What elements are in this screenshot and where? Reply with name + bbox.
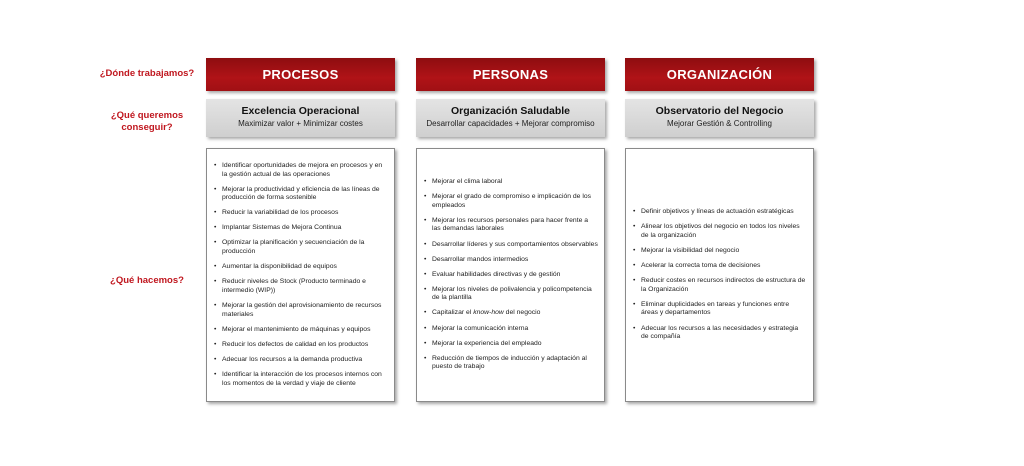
column-personas bbox=[416, 58, 605, 371]
goal-box bbox=[625, 99, 814, 137]
goal-subtitle: Desarrollar capacidades + Mejorar compromiso bbox=[426, 119, 595, 128]
column-header: PROCESOS bbox=[206, 58, 395, 91]
list-item: • Adecuar los recursos a las necesidades y estrategia de compañía bbox=[632, 325, 807, 342]
list-item: • Aumentar la disponibilidad de equipos bbox=[213, 263, 388, 272]
list-item: • Evaluar habilidades directivas y de gestión bbox=[423, 271, 598, 280]
row-label-goal: ¿Qué queremos conseguir? bbox=[110, 110, 184, 133]
row-label-what: ¿Qué hacemos? bbox=[110, 275, 184, 286]
column-header: ORGANIZACIÓN bbox=[625, 58, 814, 91]
list-item: • Adecuar los recursos a la demanda productiva bbox=[213, 356, 388, 365]
actions-list bbox=[207, 162, 394, 388]
list-item: • Identificar oportunidades de mejora en procesos y en la gestión actual de las operaciones bbox=[213, 162, 388, 179]
list-item: • Reducción de tiempos de inducción y adaptación al puesto de trabajo bbox=[423, 355, 598, 372]
list-item: • Mejorar la gestión del aprovisionamiento de recursos materiales bbox=[213, 302, 388, 319]
actions-list bbox=[417, 178, 604, 372]
list-item: • Desarrollar mandos intermedios bbox=[423, 256, 598, 265]
column-organizacion bbox=[625, 58, 814, 341]
list-item: • Mejorar la visibilidad del negocio bbox=[632, 247, 807, 256]
row-label-where: ¿Dónde trabajamos? bbox=[99, 68, 195, 79]
goal-title: Observatorio del Negocio bbox=[655, 105, 784, 117]
column-procesos bbox=[206, 58, 395, 387]
list-item: • Definir objetivos y líneas de actuación estratégicas bbox=[632, 208, 807, 217]
list-item: • Mejorar los niveles de polivalencia y policompetencia de la plantilla bbox=[423, 286, 598, 303]
actions-box bbox=[416, 148, 605, 402]
list-item: • Mejorar la experiencia del empleado bbox=[423, 340, 598, 349]
list-item: • Capitalizar el know-how del negocio bbox=[423, 309, 598, 318]
list-item: • Mejorar los recursos personales para hacer frente a las demandas laborales bbox=[423, 217, 598, 234]
goal-box bbox=[416, 99, 605, 137]
actions-list bbox=[626, 208, 813, 342]
list-item: • Reducir costes en recursos indirectos de estructura de la Organización bbox=[632, 277, 807, 294]
list-item: • Reducir la variabilidad de los procesos bbox=[213, 209, 388, 218]
list-item: • Eliminar duplicidades en tareas y funciones entre áreas y departamentos bbox=[632, 301, 807, 318]
list-item: • Identificar la interacción de los procesos internos con los momentos de la verdad y viaje de cliente bbox=[213, 371, 388, 388]
list-item: • Desarrollar líderes y sus comportamientos observables bbox=[423, 241, 598, 250]
list-item: • Mejorar la productividad y eficiencia de las líneas de producción de forma sostenible bbox=[213, 186, 388, 203]
list-item: • Reducir los defectos de calidad en los productos bbox=[213, 341, 388, 350]
list-item: • Alinear los objetivos del negocio en todos los niveles de la organización bbox=[632, 223, 807, 240]
list-item: • Acelerar la correcta toma de decisiones bbox=[632, 262, 807, 271]
list-item: • Mejorar el grado de compromiso e implicación de los empleados bbox=[423, 193, 598, 210]
list-item: • Optimizar la planificación y secuenciación de la producción bbox=[213, 239, 388, 256]
goal-title: Excelencia Operacional bbox=[241, 105, 360, 117]
goal-subtitle: Maximizar valor + Minimizar costes bbox=[238, 119, 363, 128]
column-header: PERSONAS bbox=[416, 58, 605, 91]
actions-box bbox=[206, 148, 395, 402]
goal-subtitle: Mejorar Gestión & Controlling bbox=[667, 119, 772, 128]
list-item: • Mejorar el mantenimiento de máquinas y equipos bbox=[213, 326, 388, 335]
actions-box bbox=[625, 148, 814, 402]
goal-box bbox=[206, 99, 395, 137]
list-item: • Mejorar la comunicación interna bbox=[423, 325, 598, 334]
list-item: • Mejorar el clima laboral bbox=[423, 178, 598, 187]
list-item: • Reducir niveles de Stock (Producto terminado e intermedio (WIP)) bbox=[213, 278, 388, 295]
list-item: • Implantar Sistemas de Mejora Continua bbox=[213, 224, 388, 233]
goal-title: Organización Saludable bbox=[450, 105, 571, 117]
